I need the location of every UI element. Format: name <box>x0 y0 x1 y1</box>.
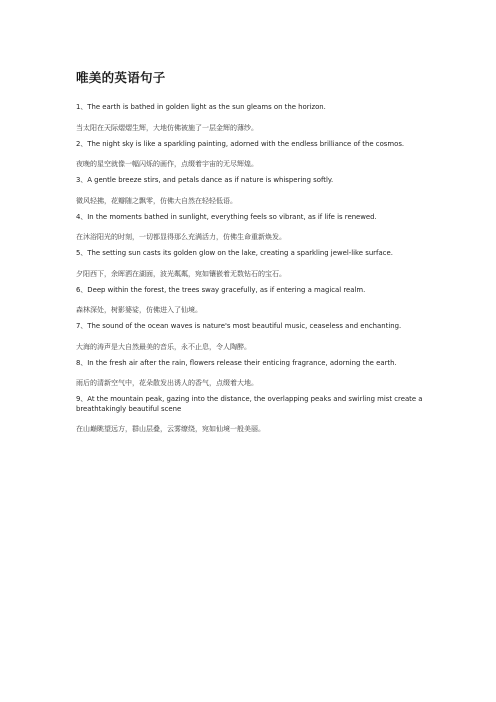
list-item <box>76 359 426 389</box>
list-item <box>76 176 426 206</box>
english-sentence: 6、Deep within the forest, the trees sway gracefully, as if entering a magical realm. <box>76 285 366 294</box>
english-sentence: 8、In the fresh air after the rain, flowers release their enticing fragrance, adorning the earth. <box>76 358 397 367</box>
english-sentence: 2、The night sky is like a sparkling painting, adorned with the endless brilliance of the cosmos. <box>76 139 405 148</box>
list-item <box>76 322 426 352</box>
chinese-translation: 在沐浴阳光的时刻，一切都显得那么充满活力，仿佛生命重新焕发。 <box>76 233 286 241</box>
list-item <box>76 103 426 133</box>
page-title: 唯美的英语句子 <box>76 70 166 85</box>
english-sentence: 7、The sound of the ocean waves is nature's most beautiful music, ceaseless and enchanting. <box>76 322 402 330</box>
english-sentence: 5、The setting sun casts its golden glow on the lake, creating a sparkling jewel-like surface. <box>76 249 393 257</box>
chinese-translation: 雨后的清新空气中，花朵散发出诱人的香气，点缀着大地。 <box>76 379 258 387</box>
chinese-translation: 微风轻拂，花瓣随之飘零，仿佛大自然在轻轻低语。 <box>76 196 237 205</box>
chinese-translation: 在山巅眺望远方，群山层叠，云雾缭绕，宛如仙境一般美丽。 <box>76 425 265 433</box>
chinese-translation: 夜晚的星空就像一幅闪烁的画作，点缀着宇宙的无尽辉煌。 <box>76 160 258 168</box>
list-item <box>76 249 426 279</box>
english-sentence: 4、In the moments bathed in sunlight, everything feels so vibrant, as if life is renewed. <box>76 212 377 221</box>
list-item <box>76 395 426 434</box>
english-sentence: 1、The earth is bathed in golden light as the sun gleams on the horizon. <box>76 103 326 111</box>
chinese-translation: 森林深处，树影婆娑，仿佛进入了仙境。 <box>76 306 202 314</box>
english-sentence: 9、At the mountain peak, gazing into the distance, the overlapping peaks and swirling mist create a breathtakingly beautiful scene <box>76 395 423 413</box>
list-item <box>76 213 426 243</box>
chinese-translation: 夕阳西下，余晖洒在湖面，波光粼粼，宛如镶嵌着无数钻石的宝石。 <box>76 269 286 278</box>
list-item <box>76 140 426 170</box>
sentence-list <box>76 103 426 434</box>
chinese-translation: 当太阳在天际熠熠生辉，大地仿佛被施了一层金辉的薄纱。 <box>76 123 258 132</box>
list-item <box>76 286 426 316</box>
chinese-translation: 大海的涛声是大自然最美的音乐，永不止息，令人陶醉。 <box>76 342 251 351</box>
english-sentence: 3、A gentle breeze stirs, and petals dance as if nature is whispering softly. <box>76 176 334 184</box>
